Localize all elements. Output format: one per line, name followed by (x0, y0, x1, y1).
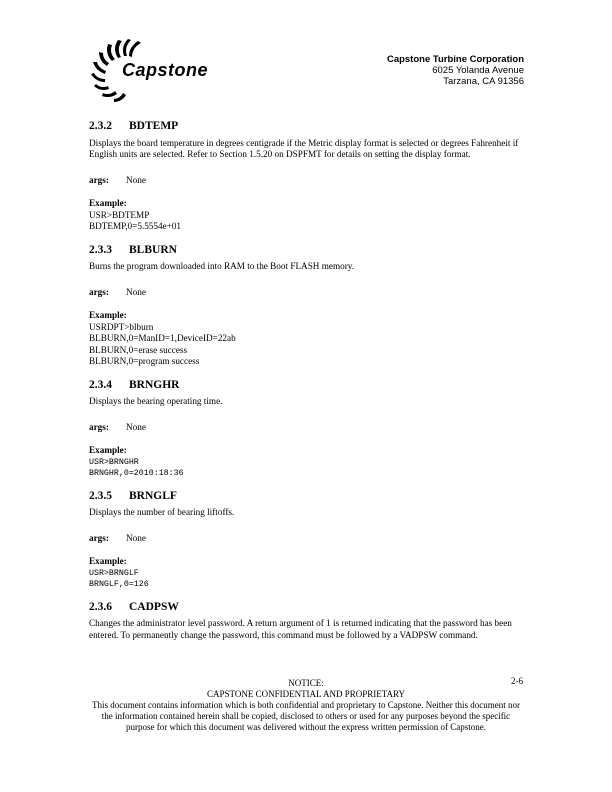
section-brnghr (89, 380, 523, 479)
example-line: BDTEMP,0=5.5554e+01 (89, 221, 182, 231)
section-heading (89, 602, 523, 614)
args-value: None (126, 286, 146, 297)
example-label: Example: (89, 445, 127, 455)
section-number: 2.3.3 (89, 243, 112, 256)
section-title: BLBURN (129, 243, 177, 256)
address-line-1: 6025 Yolanda Avenue (432, 65, 524, 76)
section-description: Displays the bearing operating time. (89, 396, 223, 406)
example-label: Example: (89, 556, 127, 566)
args-label: args: (89, 174, 109, 185)
confidential-heading: CAPSTONE CONFIDENTIAL AND PROPRIETARY (206, 689, 406, 699)
example-line: USR>BRNGHR (89, 457, 139, 467)
args-label: args: (89, 421, 109, 432)
example-line: BLBURN,0=program success (89, 356, 200, 366)
section-title: CADPSW (129, 600, 179, 613)
section-cadpsw (89, 602, 523, 642)
example-block (89, 556, 523, 590)
section-number: 2.3.5 (89, 489, 112, 502)
section-blburn (89, 245, 523, 368)
args-label: args: (89, 532, 109, 543)
company-name: Capstone Turbine Corporation (386, 54, 524, 65)
section-number: 2.3.6 (89, 600, 112, 613)
example-block (89, 310, 523, 368)
example-line: BLBURN,0=erase success (89, 344, 188, 355)
args-label: args: (89, 286, 109, 297)
logo-text: Capstone (122, 60, 209, 80)
example-line: BRNGLF,0=126 (89, 579, 149, 589)
section-description: Displays the number of bearing liftoffs. (89, 507, 235, 517)
args-line (89, 287, 523, 299)
company-address-block (387, 54, 524, 87)
section-description: Displays the board temperature in degrees centigrade if the Metric display format is selected or degrees Fahrenheit if English units are selected. Refer to Section 1.5.20 on DSPFMT for details on setting the display format. (89, 137, 519, 159)
section-number: 2.3.2 (89, 120, 112, 132)
section-number: 2.3.4 (89, 378, 112, 391)
example-line: BLBURN,0=ManID=1,DeviceID=22ab (89, 333, 236, 343)
section-bdtemp (89, 121, 523, 233)
section-heading (89, 245, 523, 257)
section-heading (89, 380, 523, 392)
example-line: USRDPT>blburn (89, 321, 154, 332)
example-line: USR>BDTEMP (89, 209, 150, 220)
args-line (89, 175, 523, 187)
example-line: USR>BRNGLF (89, 568, 139, 578)
section-heading (89, 121, 523, 133)
example-block (89, 445, 523, 479)
section-title: BDTEMP (129, 120, 179, 132)
example-label: Example: (89, 198, 127, 208)
section-description: Changes the administrator level password. A return argument of 1 is returned indicating that the password has been entered. To permanently change the password, this command must be followed by a VADPSW command. (89, 618, 512, 640)
args-value: None (126, 174, 146, 185)
section-title: BRNGLF (129, 489, 177, 502)
args-line (89, 422, 523, 434)
page-number: 2-6 (511, 676, 523, 686)
section-description: Burns the program downloaded into RAM to the Boot FLASH memory. (89, 261, 355, 271)
section-brnglf (89, 491, 523, 590)
document-body (89, 121, 523, 653)
args-value: None (126, 532, 146, 543)
notice-label: NOTICE: (288, 678, 324, 688)
args-line (89, 533, 523, 545)
section-title: BRNGHR (129, 378, 180, 391)
example-line: BRNGHR,0=2010:18:36 (89, 468, 184, 478)
capstone-logo (88, 36, 228, 106)
address-line-2: Tarzana, CA 91356 (443, 76, 524, 87)
section-heading (89, 491, 523, 503)
notice-text: This document contains information which is both confidential and proprietary to Capstone. Neither this document nor the information contained herein shall be copied, disclosed to others or used for any purposes beyond the specific purpose for which this document was delivered without the express written permission of Capstone. (92, 700, 520, 732)
example-label: Example: (89, 310, 127, 320)
args-value: None (126, 421, 146, 432)
confidentiality-footer (89, 678, 523, 733)
example-block (89, 198, 523, 233)
